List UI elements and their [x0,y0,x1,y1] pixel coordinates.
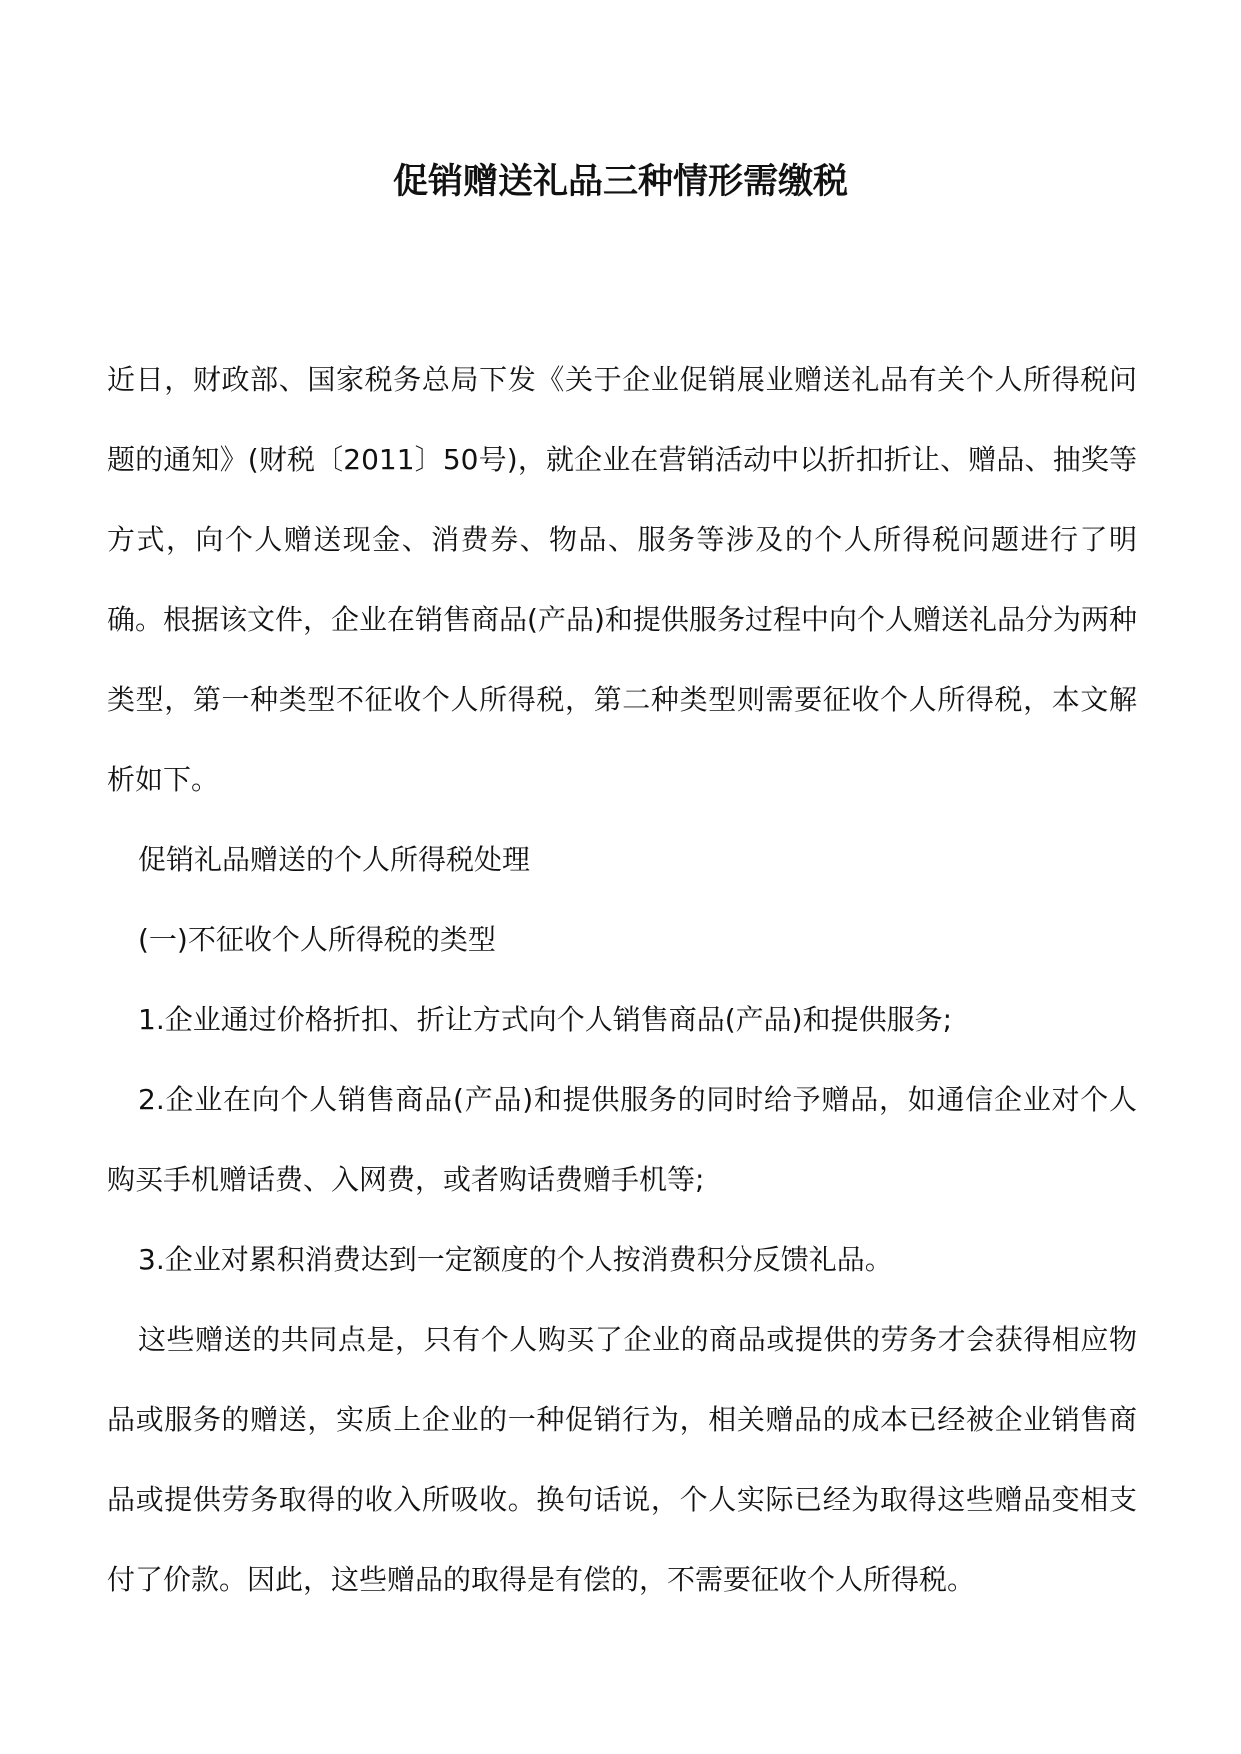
subsection-heading: (一)不征收个人所得税的类型 [138,923,496,956]
document-body [107,340,1137,1620]
section-heading: 促销礼品赠送的个人所得税处理 [138,843,531,876]
document-title: 促销赠送礼品三种情形需缴税 [392,162,848,202]
list-item: 1.企业通过价格折扣、折让方式向个人销售商品(产品)和提供服务; [138,1003,952,1036]
paragraph-intro: 近日，财政部、国家税务总局下发《关于企业促销展业赠送礼品有关个人所得税问题的通知》(财税〔2011〕50号)，就企业在营销活动中以折扣折让、赠品、抽奖等方式，向个人赠送现金、消费券、物品、服务等涉及的个人所得税问题进行了明确。根据该文件，企业在销售商品(产品)和提供服务过程中向个人赠送礼品分为两种类型，第一种类型不征收个人所得税，第二种类型则需要征收个人所得税，本文解析如下。 [107,363,1137,796]
list-item: 3.企业对累积消费达到一定额度的个人按消费积分反馈礼品。 [138,1243,893,1276]
paragraph-summary: 这些赠送的共同点是，只有个人购买了企业的商品或提供的劳务才会获得相应物品或服务的赠送，实质上企业的一种促销行为，相关赠品的成本已经被企业销售商品或提供劳务取得的收入所吸收。换句话说，个人实际已经为取得这些赠品变相支付了价款。因此，这些赠品的取得是有偿的，不需要征收个人所得税。 [107,1323,1137,1596]
list-item: 2.企业在向个人销售商品(产品)和提供服务的同时给予赠品，如通信企业对个人购买手机赠话费、入网费，或者购话费赠手机等; [107,1083,1137,1196]
